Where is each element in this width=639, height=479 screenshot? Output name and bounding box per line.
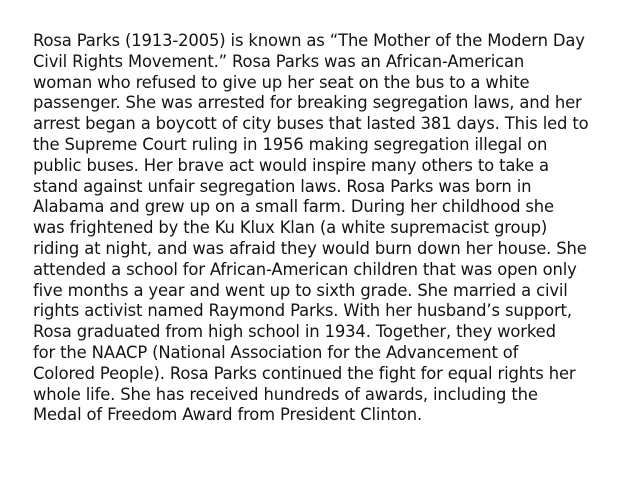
biography-paragraph <box>33 31 633 426</box>
text-line: stand against unfair segregation laws. Rosa Parks was born in <box>33 176 532 196</box>
text-line: Colored People). Rosa Parks continued the fight for equal rights her <box>33 363 576 383</box>
text-line: public buses. Her brave act would inspire many others to take a <box>33 155 549 175</box>
text-line: Civil Rights Movement.” Rosa Parks was an African-American <box>33 51 525 71</box>
text-line: the Supreme Court ruling in 1956 making segregation illegal on <box>33 134 548 154</box>
text-line: for the NAACP (National Association for the Advancement of <box>33 342 519 362</box>
text-line: rights activist named Raymond Parks. With her husband’s support, <box>33 301 572 321</box>
text-line: Rosa Parks (1913-2005) is known as “The Mother of the Modern Day <box>33 31 585 50</box>
text-line: Medal of Freedom Award from President Clinton. <box>33 405 423 425</box>
text-line: attended a school for African-American children that was open only <box>33 259 577 279</box>
text-line: Alabama and grew up on a small farm. During her childhood she <box>33 197 554 217</box>
text-line: whole life. She has received hundreds of awards, including the <box>33 384 538 404</box>
text-line: arrest began a boycott of city buses that lasted 381 days. This led to <box>33 114 589 134</box>
text-line: riding at night, and was afraid they would burn down her house. She <box>33 238 587 258</box>
text-line: five months a year and went up to sixth grade. She married a civil <box>33 280 568 300</box>
text-line: woman who refused to give up her seat on the bus to a white <box>33 72 530 92</box>
text-line: passenger. She was arrested for breaking segregation laws, and her <box>33 93 582 113</box>
text-line: Rosa graduated from high school in 1934. Together, they worked <box>33 322 556 342</box>
text-line: was frightened by the Ku Klux Klan (a white supremacist group) <box>33 218 548 238</box>
